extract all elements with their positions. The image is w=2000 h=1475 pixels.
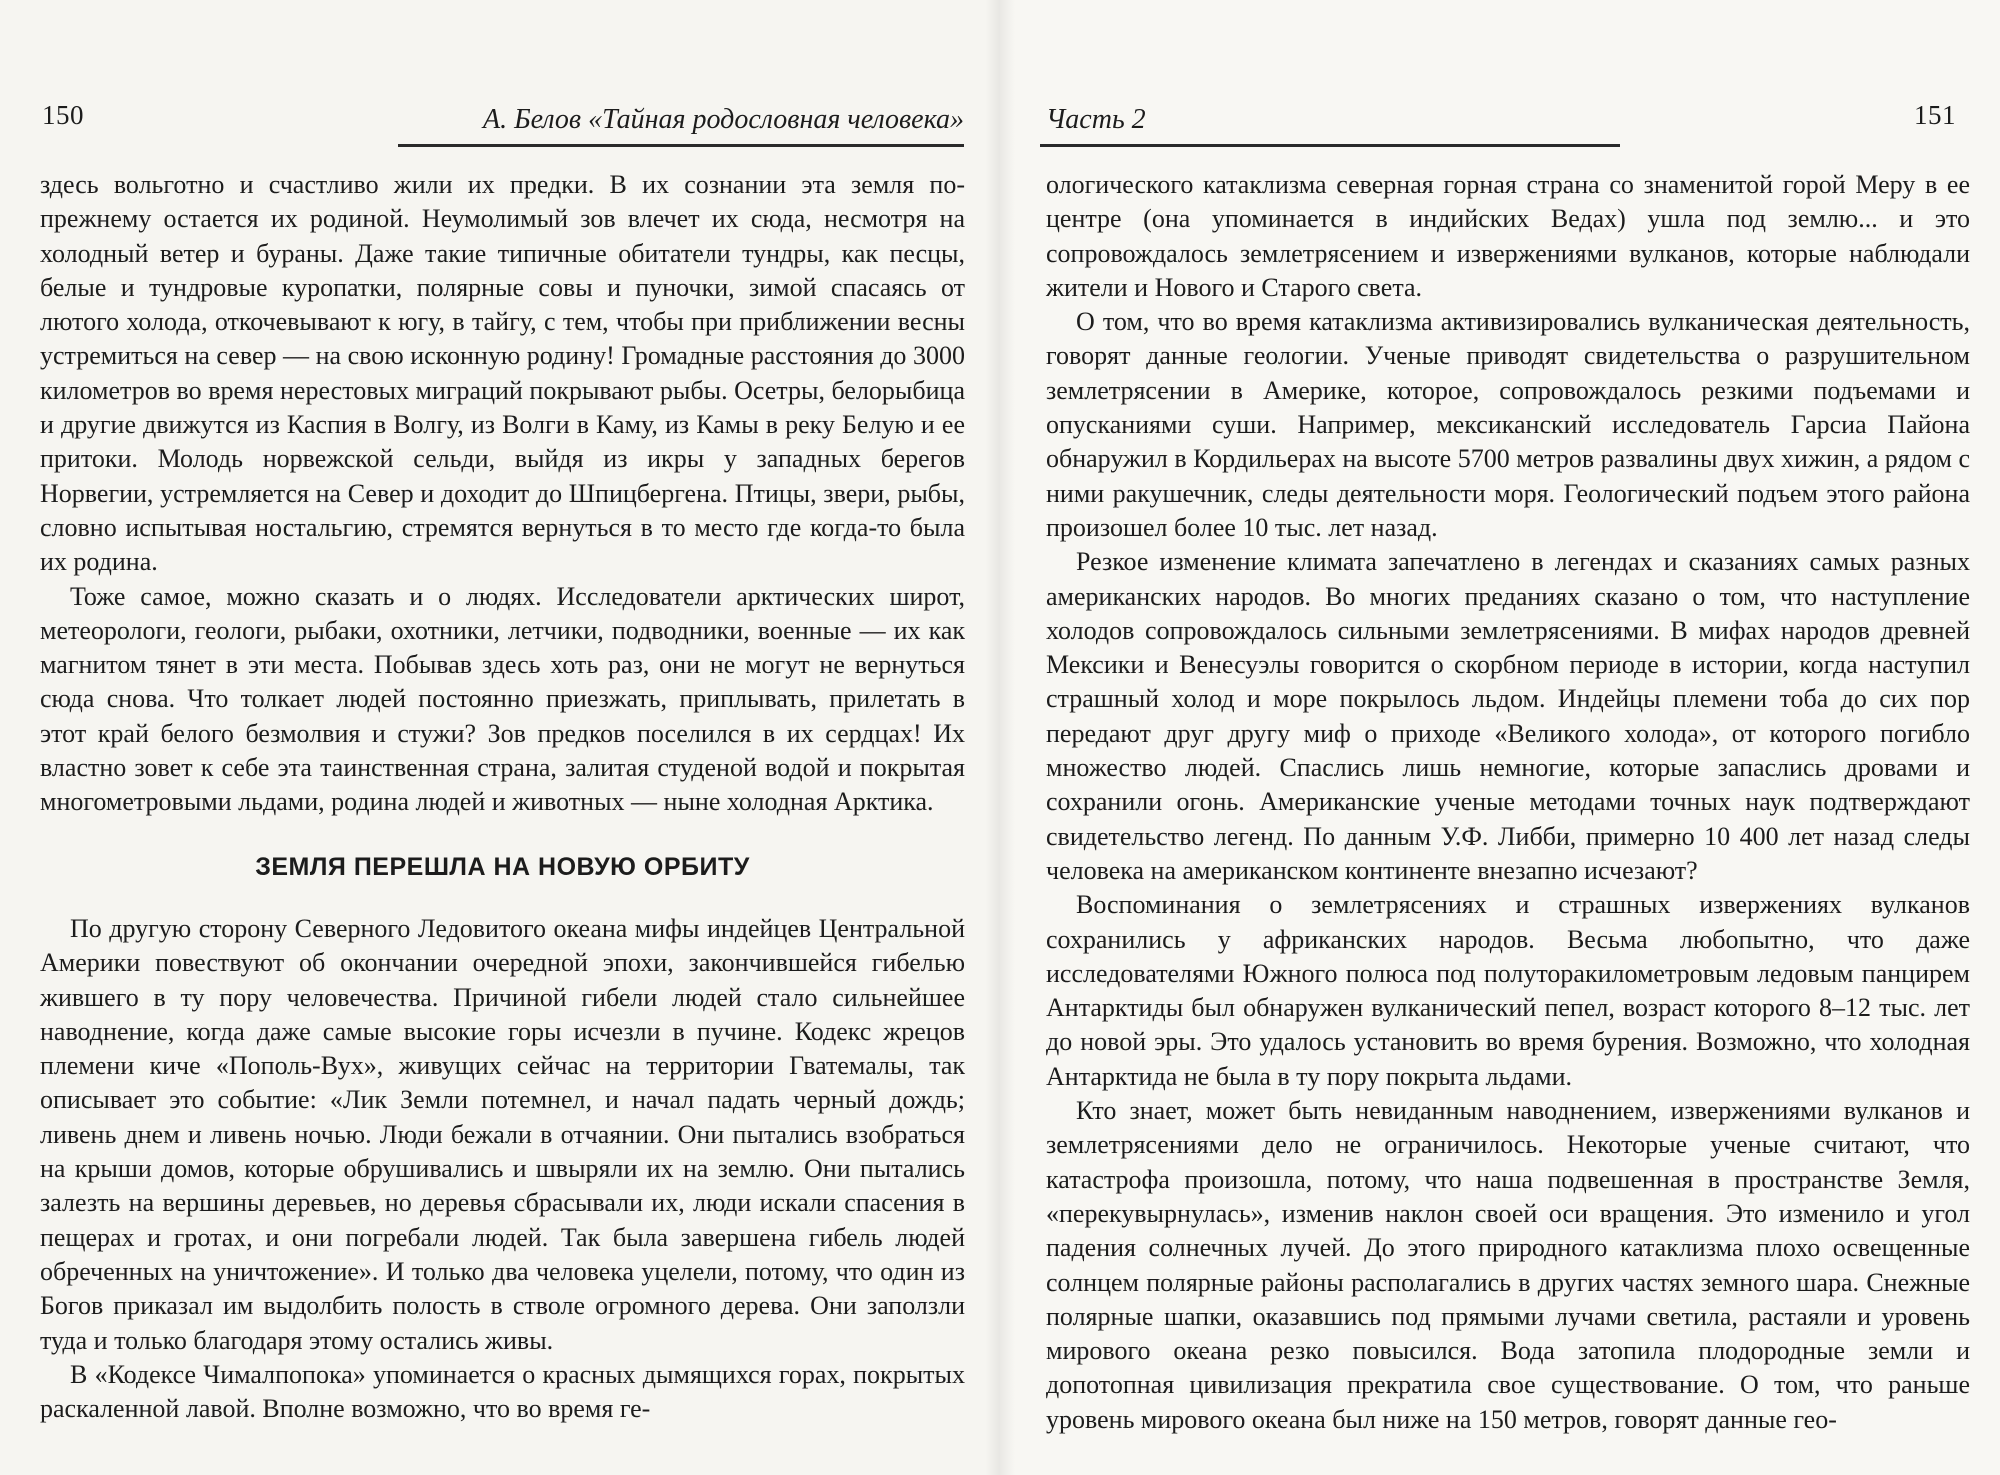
page-number: 150 [42, 100, 84, 130]
paragraph: В «Кодексе Чималпопока» упоминается о красных дымящихся горах, покрытых раскаленной лавой. Вполне возможно, что во время ге- [40, 1359, 965, 1424]
header-rule [398, 144, 964, 147]
running-title: Часть 2 [1046, 104, 1146, 135]
running-title: А. Белов «Тайная родословная человека» [483, 104, 964, 135]
page-number: 151 [1914, 100, 1956, 130]
right-text-column [1046, 168, 1970, 1437]
right-page [1000, 0, 2000, 1475]
paragraph: Воспоминания о землетрясениях и страшных извержениях вулканов сохранились у африканских народов. Весьма любопытно, что даже исследователями Южного полюса под полуторакилометровым ледовым панцирем Антарктиды был обнаружен вулканический пепел, возраст которого 8–12 тыс. лет до новой эры. Это удалось установить во время бурения. Возможно, что холодная Антарктида не была в ту пору покрыта льдами. [1046, 890, 1970, 1091]
paragraph: О том, что во время катаклизма активизировались вулканическая деятельность, говорят данные геологии. Ученые приводят свидетельства о разрушительном землетрясении в Америке, которое, сопровождалось резкими подъемами и опусканиями суши. Например, мексиканский исследователь Гарсиа Пайона обнаружил в Кордильерах на высоте 5700 метров развалины двух хижин, а рядом с ними ракушечник, следы деятельности моря. Геологический подъем этого района произошел более 10 тыс. лет назад. [1046, 307, 1970, 542]
left-text-column [40, 168, 965, 1426]
paragraph: здесь вольготно и счастливо жили их предки. В их сознании эта земля по-прежнему остается их родиной. Неумолимый зов влечет их сюда, несмотря на холодный ветер и бураны. Даже такие типичные обитатели тундры, как песцы, белые и тундровые куропатки, полярные совы и пуночки, зимой спасаясь от лютого холода, откочевывают к югу, в тайгу, с тем, чтобы при приближении весны устремиться на север — на свою исконную родину! Громадные расстояния до 3000 километров во время нерестовых миграций покрывают рыбы. Осетры, белорыбица и другие движутся из Каспия в Волгу, из Волги в Каму, из Камы в реку Белую и ее притоки. Молодь норвежской сельди, выйдя из икры у западных берегов Норвегии, устремляется на Север и доходит до Шпицбергена. Птицы, звери, рыбы, словно испытывая ностальгию, стремятся вернуться в то место где когда-то была их родина. [40, 170, 965, 577]
paragraph: Тоже самое, можно сказать и о людях. Исследователи арктических широт, метеорологи, геологи, рыбаки, охотники, летчики, подводники, военные — их как магнитом тянет в эти места. Побывав здесь хоть раз, они не могут не вернуться сюда снова. Что толкает людей постоянно приезжать, приплывать, прилетать в этот край белого безмолвия и стужи? Зов предков поселился в их сердцах! Их властно зовет к себе эта таинственная страна, залитая студеной водой и покрытая многометровыми льдами, родина людей и животных — ныне холодная Арктика. [40, 581, 965, 817]
section-heading: ЗЕМЛЯ ПЕРЕШЛА НА НОВУЮ ОРБИТУ [255, 852, 750, 881]
paragraph: ологического катаклизма северная горная страна со знаменитой горой Меру в ее центре (она упоминается в индийских Ведах) ушла под землю... и это сопровождалось землетрясением и извержениями вулканов, которые наблюдали жители и Нового и Старого света. [1046, 170, 1970, 302]
paragraph: По другую сторону Северного Ледовитого океана мифы индейцев Центральной Америки повествуют об окончании очередной эпохи, закончившейся гибелью жившего в ту пору человечества. Причиной гибели людей стало сильнейшее наводнение, когда даже самые высокие горы исчезли в пучине. Кодекс жрецов племени киче «Пополь-Вух», живущих сейчас на территории Гватемалы, так описывает это событие: «Лик Земли потемнел, и начал падать черный дождь; ливень днем и ливень ночью. Люди бежали в отчаянии. Они пытались взобраться на крыши домов, которые обрушивались и швыряли их на землю. Они пытались залезть на вершины деревьев, но деревья сбрасывали их, люди искали спасения в пещерах и гротах, и они погребали людей. Так была завершена гибель людей обреченных на уничтожение». И только два человека уцелели, потому, что один из Богов приказал им выдолбить полость в стволе огромного дерева. Они заползли туда и только благодаря этому остались живы. [40, 913, 965, 1355]
header-rule [1040, 144, 1620, 147]
paragraph: Кто знает, может быть невиданным наводнением, извержениями вулканов и землетрясениями дело не ограничилось. Некоторые ученые считают, что катастрофа произошла, потому, что наша подвешенная в пространстве Земля, «перекувырнулась», изменив наклон своей оси вращения. Это изменило и угол падения солнечных лучей. До этого природного катаклизма плохо освещенные солнцем полярные районы располагались в других частях земного шара. Снежные полярные шапки, оказавшись под прямыми лучами светила, растаяли и уровень мирового океана резко повысился. Вода затопила плодородные земли и допотопная цивилизация прекратила свое существование. О том, что раньше уровень мирового океана был ниже на 150 метров, говорят данные гео- [1046, 1096, 1970, 1434]
paragraph: Резкое изменение климата запечатлено в легендах и сказаниях самых разных американских народов. Во многих преданиях сказано о том, что наступление холодов сопровождалось сильными землетрясениями. В мифах народов древней Мексики и Венесуэлы говорится о скорбном периоде в истории, когда наступил страшный холод и море покрылось льдом. Индейцы племени тоба до сих пор передают друг другу миф о приходе «Великого холода», от которого погибло множество людей. Спаслись лишь немногие, которые запаслись дровами и сохранили огонь. Американские ученые методами точных наук подтверждают свидетельство легенд. По данным У.Ф. Либби, примерно 10 400 лет назад следы человека на американском континенте внезапно исчезают? [1046, 547, 1970, 885]
book-gutter [985, 0, 1015, 1475]
